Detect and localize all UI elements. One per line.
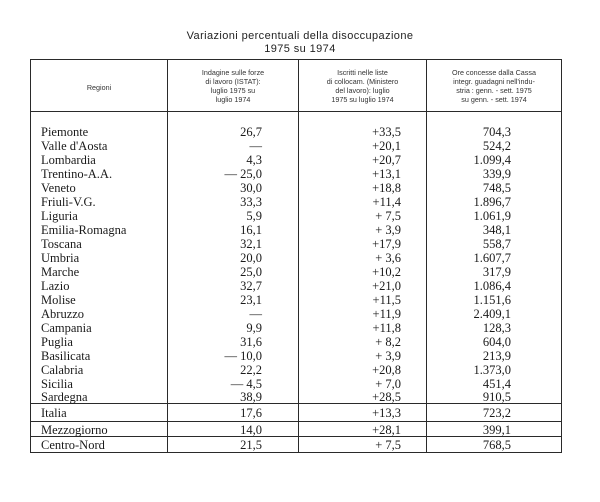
region-name: Puglia bbox=[41, 335, 73, 349]
ore-value: 524,2 bbox=[482, 139, 511, 153]
iscritti-value: +20,7 bbox=[372, 153, 401, 167]
ore-value: 1.607,7 bbox=[473, 251, 511, 265]
region-name: Campania bbox=[41, 321, 92, 335]
ore-value: 748,5 bbox=[482, 181, 511, 195]
table-row bbox=[31, 390, 563, 404]
ore-value: 768,5 bbox=[482, 438, 511, 452]
region-name: Calabria bbox=[41, 363, 84, 377]
istat-value: 21,5 bbox=[240, 438, 262, 452]
iscritti-value: + 7,0 bbox=[375, 377, 401, 391]
ore-value: 213,9 bbox=[482, 349, 511, 363]
iscritti-value: + 3,9 bbox=[375, 349, 401, 363]
istat-value: 32,7 bbox=[240, 279, 262, 293]
ore-value: 704,3 bbox=[482, 125, 511, 139]
istat-value: 25,0 bbox=[240, 265, 262, 279]
table-row bbox=[31, 279, 563, 293]
istat-value: 32,1 bbox=[240, 237, 262, 251]
ore-value: 399,1 bbox=[482, 423, 511, 437]
ore-value: 723,2 bbox=[482, 406, 511, 420]
istat-value: 23,1 bbox=[240, 293, 262, 307]
header-divider bbox=[31, 111, 561, 112]
istat-value: 22,2 bbox=[240, 363, 262, 377]
ore-value: 1.099,4 bbox=[473, 153, 511, 167]
total-row-italia bbox=[31, 406, 563, 420]
iscritti-value: +33,5 bbox=[372, 125, 401, 139]
region-name: Sardegna bbox=[41, 390, 88, 404]
ore-value: 451,4 bbox=[482, 377, 511, 391]
ore-value: 1.061,9 bbox=[473, 209, 511, 223]
table-row bbox=[31, 167, 563, 181]
ore-value: 317,9 bbox=[482, 265, 511, 279]
iscritti-value: +13,1 bbox=[372, 167, 401, 181]
region-name: Centro-Nord bbox=[41, 438, 105, 452]
iscritti-value: + 3,9 bbox=[375, 223, 401, 237]
table-row bbox=[31, 363, 563, 377]
istat-value: 16,1 bbox=[240, 223, 262, 237]
iscritti-value: +11,4 bbox=[372, 195, 401, 209]
iscritti-value: +28,1 bbox=[372, 423, 401, 437]
region-name: Toscana bbox=[41, 237, 82, 251]
istat-value: 20,0 bbox=[240, 251, 262, 265]
istat-value: — bbox=[249, 307, 262, 321]
region-name: Liguria bbox=[41, 209, 78, 223]
table-row bbox=[31, 321, 563, 335]
istat-value: — bbox=[249, 139, 262, 153]
table-row bbox=[31, 349, 563, 363]
istat-value: 30,0 bbox=[240, 181, 262, 195]
region-name: Veneto bbox=[41, 181, 76, 195]
table-row bbox=[31, 195, 563, 209]
istat-value: 33,3 bbox=[240, 195, 262, 209]
table-title: Variazioni percentuali della disoccupazione bbox=[186, 30, 414, 42]
ore-value: 604,0 bbox=[482, 335, 511, 349]
ore-value: 1.086,4 bbox=[473, 279, 511, 293]
region-name: Mezzogiorno bbox=[41, 423, 108, 437]
region-name: Friuli-V.G. bbox=[41, 195, 96, 209]
region-name: Marche bbox=[41, 265, 80, 279]
istat-value: — 4,5 bbox=[230, 377, 262, 391]
header-regioni: Regioni bbox=[86, 83, 112, 92]
table-row bbox=[31, 251, 563, 265]
istat-value: 9,9 bbox=[246, 321, 262, 335]
ore-value: 558,7 bbox=[482, 237, 511, 251]
region-name: Italia bbox=[41, 406, 67, 420]
iscritti-value: +11,8 bbox=[372, 321, 401, 335]
istat-value: 14,0 bbox=[240, 423, 262, 437]
region-name: Emilia-Romagna bbox=[41, 223, 127, 237]
ore-value: 128,3 bbox=[482, 321, 511, 335]
table-row bbox=[31, 377, 563, 391]
iscritti-value: +11,5 bbox=[372, 293, 401, 307]
region-name: Abruzzo bbox=[41, 307, 85, 321]
table-row bbox=[31, 125, 563, 139]
table-row bbox=[31, 223, 563, 237]
data-table bbox=[30, 59, 562, 453]
region-name: Umbria bbox=[41, 251, 80, 265]
iscritti-value: +13,3 bbox=[372, 406, 401, 420]
ore-value: 339,9 bbox=[482, 167, 511, 181]
region-name: Trentino-A.A. bbox=[41, 167, 113, 181]
table-row bbox=[31, 237, 563, 251]
region-name: Valle d'Aosta bbox=[41, 139, 108, 153]
region-name: Lazio bbox=[41, 279, 70, 293]
region-name: Basilicata bbox=[41, 349, 91, 363]
iscritti-value: + 7,5 bbox=[375, 209, 401, 223]
iscritti-value: +20,8 bbox=[372, 363, 401, 377]
ore-value: 2.409,1 bbox=[473, 307, 511, 321]
istat-value: 5,9 bbox=[246, 209, 262, 223]
iscritti-value: +28,5 bbox=[372, 390, 401, 404]
istat-value: 31,6 bbox=[240, 335, 262, 349]
header-istat: Indagine sulle forze di lavoro (ISTAT): luglio 1975 su luglio 1974 bbox=[201, 68, 265, 104]
istat-value: 4,3 bbox=[246, 153, 262, 167]
iscritti-value: +20,1 bbox=[372, 139, 401, 153]
istat-value: — 10,0 bbox=[224, 349, 262, 363]
iscritti-value: +18,8 bbox=[372, 181, 401, 195]
ore-value: 1.896,7 bbox=[473, 195, 511, 209]
iscritti-value: + 8,2 bbox=[375, 335, 401, 349]
table-row bbox=[31, 153, 563, 167]
table-row bbox=[31, 181, 563, 195]
istat-value: — 25,0 bbox=[224, 167, 262, 181]
region-name: Lombardia bbox=[41, 153, 96, 167]
ore-value: 348,1 bbox=[482, 223, 511, 237]
totals-divider bbox=[31, 421, 561, 422]
iscritti-value: +17,9 bbox=[372, 237, 401, 251]
total-row-mezzogiorno bbox=[31, 423, 563, 437]
region-name: Molise bbox=[41, 293, 76, 307]
istat-value: 17,6 bbox=[240, 406, 262, 420]
table-row bbox=[31, 293, 563, 307]
iscritti-value: +10,2 bbox=[372, 265, 401, 279]
table-subtitle: 1975 su 1974 bbox=[264, 43, 336, 55]
istat-value: 38,9 bbox=[240, 390, 262, 404]
ore-value: 1.151,6 bbox=[473, 293, 511, 307]
table-row bbox=[31, 139, 563, 153]
header-ore-cassa: Ore concesse dalla Cassa integr. guadagni nell'indu- stria : genn. - sett. 1975 su genn. - sett. 1974 bbox=[452, 68, 536, 104]
ore-value: 910,5 bbox=[482, 390, 511, 404]
table-row bbox=[31, 307, 563, 321]
iscritti-value: + 7,5 bbox=[375, 438, 401, 452]
region-name: Piemonte bbox=[41, 125, 89, 139]
header-iscritti: Iscritti nelle liste di collocam. (Ministero del lavoro): luglio 1975 su luglio 1974 bbox=[326, 68, 399, 104]
iscritti-value: +11,9 bbox=[372, 307, 401, 321]
iscritti-value: +21,0 bbox=[372, 279, 401, 293]
region-name: Sicilia bbox=[41, 377, 73, 391]
ore-value: 1.373,0 bbox=[473, 363, 511, 377]
istat-value: 26,7 bbox=[240, 125, 262, 139]
table-row bbox=[31, 209, 563, 223]
total-row-centro-nord bbox=[31, 438, 563, 452]
table-row bbox=[31, 265, 563, 279]
iscritti-value: + 3,6 bbox=[375, 251, 401, 265]
table-row bbox=[31, 335, 563, 349]
